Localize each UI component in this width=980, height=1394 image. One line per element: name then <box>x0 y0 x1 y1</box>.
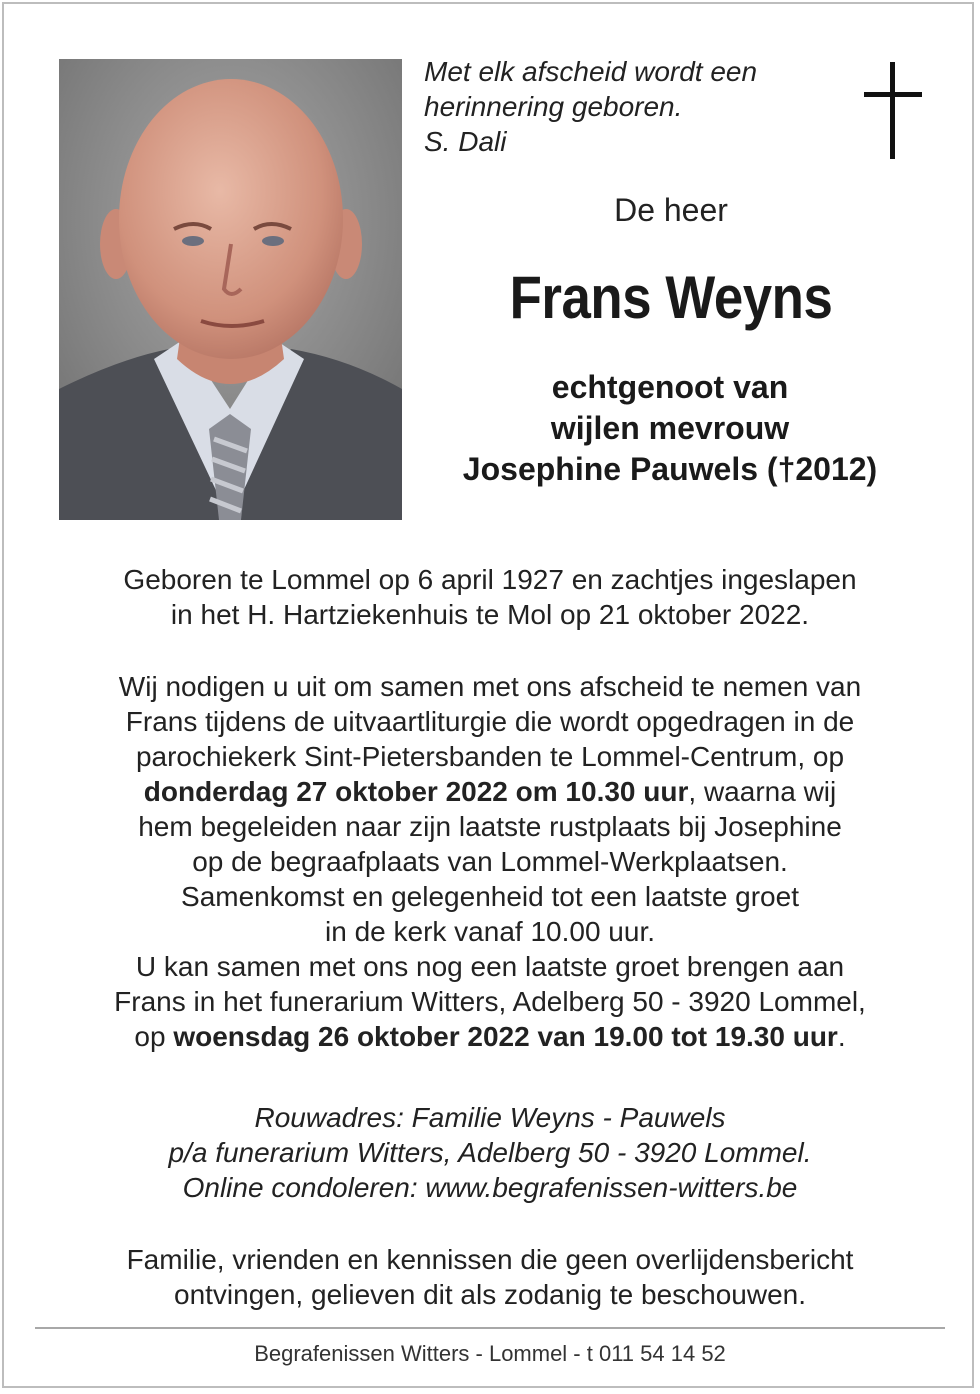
closing-line: ontvingen, gelieven dit als zodanig te beschouwen. <box>174 1279 806 1310</box>
address-line: Rouwadres: Familie Weyns - Pauwels <box>254 1102 726 1133</box>
ceremony-text: op <box>134 1021 174 1052</box>
quote-author: S. Dali <box>424 126 507 157</box>
ceremony-line: U kan samen met ons nog een laatste groet brengen aan <box>135 951 845 982</box>
ceremony-line: hem begeleiden naar zijn laatste rustplaats bij Josephine <box>138 811 842 842</box>
spouse-line: Josephine Pauwels (†2012) <box>462 451 878 487</box>
ceremony-text: . <box>837 1021 846 1052</box>
birth-line: Geboren te Lommel op 6 april 1927 en zachtjes ingeslapen <box>123 564 857 595</box>
ceremony-line: op de begraafplaats van Lommel-Werkplaatsen. <box>192 846 788 877</box>
ceremony-line: in de kerk vanaf 10.00 uur. <box>325 916 655 947</box>
memorial-quote <box>424 54 844 159</box>
condolence-link[interactable]: Online condoleren: www.begrafenissen-witters.be <box>182 1172 798 1203</box>
ceremony-line: Samenkomst en gelegenheid tot een laatste groet <box>181 881 799 912</box>
portrait-photo <box>59 59 402 520</box>
address-line: p/a funerarium Witters, Adelberg 50 - 3920 Lommel. <box>168 1137 812 1168</box>
ceremony-text: , waarna wij <box>688 776 837 807</box>
honorific: De heer <box>614 192 728 228</box>
visitation-datetime: woensdag 26 oktober 2022 van 19.00 tot 19.30 uur <box>173 1021 838 1052</box>
quote-line: Met elk afscheid wordt een <box>424 56 758 87</box>
closing-line: Familie, vrienden en kennissen die geen overlijdensbericht <box>126 1244 854 1275</box>
spouse-info <box>400 367 940 490</box>
cross-icon <box>864 62 922 159</box>
spouse-line: wijlen mevrouw <box>550 410 790 446</box>
ceremony-line: Frans tijdens de uitvaartliturgie die wordt opgedragen in de <box>125 706 855 737</box>
spouse-line: echtgenoot van <box>551 369 789 405</box>
mourning-address <box>40 1100 940 1205</box>
ceremony-paragraph <box>40 669 940 1054</box>
ceremony-line: parochiekerk Sint-Pietersbanden te Lommel-Centrum, op <box>135 741 845 772</box>
ceremony-line <box>40 1019 940 1054</box>
ceremony-line <box>40 774 940 809</box>
deceased-name: Frans Weyns <box>509 264 833 331</box>
closing-paragraph <box>40 1242 940 1312</box>
footer-divider <box>35 1327 945 1329</box>
footer-credit: Begrafenissen Witters - Lommel - t 011 54 14 52 <box>254 1341 726 1366</box>
funeral-datetime: donderdag 27 oktober 2022 om 10.30 uur <box>143 776 689 807</box>
ceremony-line: Frans in het funerarium Witters, Adelberg 50 - 3920 Lommel, <box>114 986 866 1017</box>
birth-line: in het H. Hartziekenhuis te Mol op 21 oktober 2022. <box>170 599 810 630</box>
birth-paragraph <box>40 562 940 632</box>
quote-line: herinnering geboren. <box>424 91 683 122</box>
ceremony-line: Wij nodigen u uit om samen met ons afscheid te nemen van <box>118 671 862 702</box>
